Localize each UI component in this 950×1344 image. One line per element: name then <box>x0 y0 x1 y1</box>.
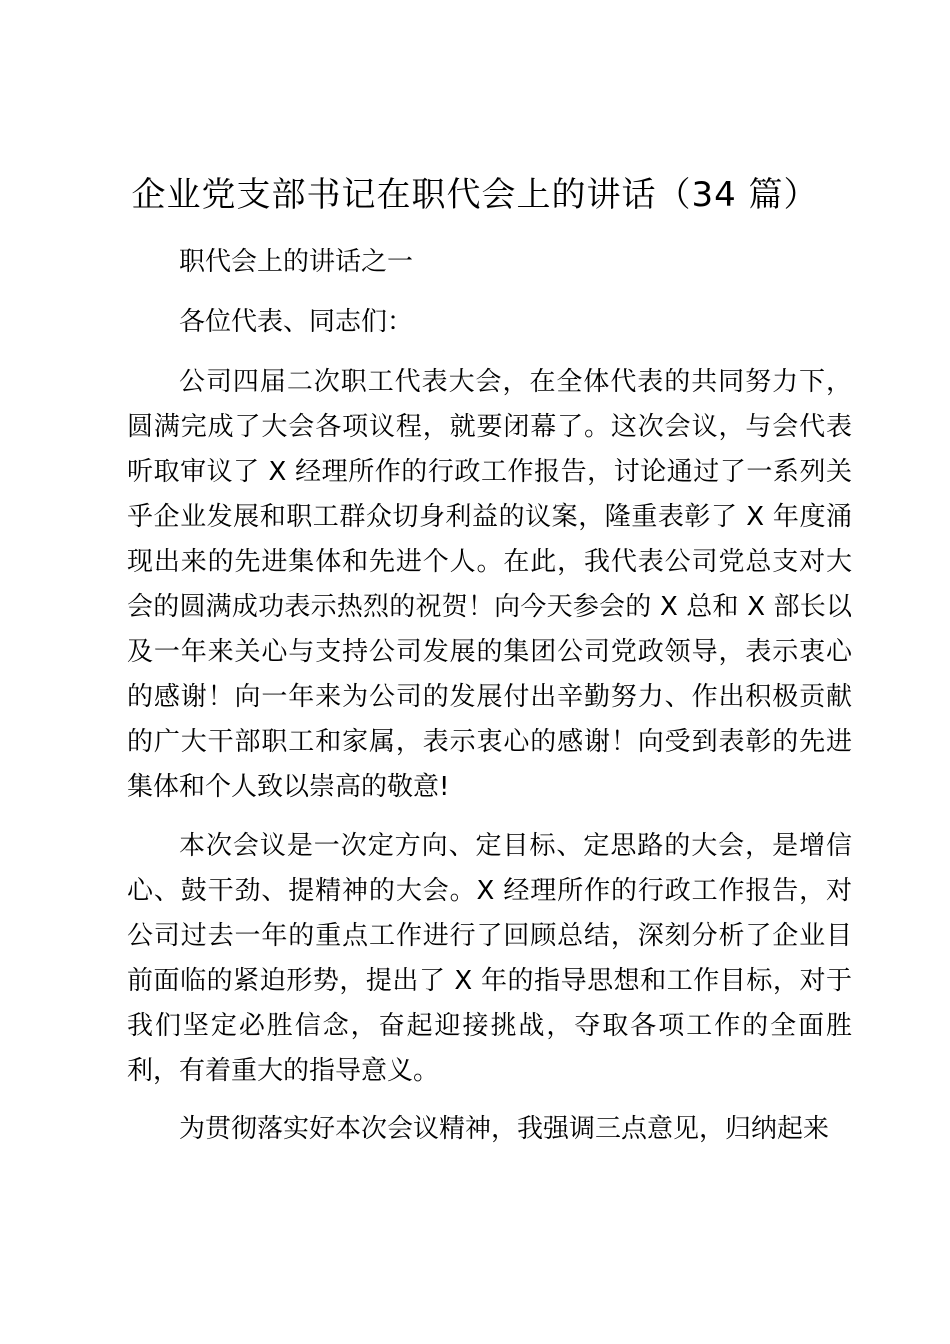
document-title: 企业党支部书记在职代会上的讲话（34 篇） <box>131 175 819 215</box>
greeting: 各位代表、同志们： <box>179 307 414 337</box>
body-paragraph: 为贯彻落实好本次会议精神，我强调三点意见，归纳起来 <box>179 1114 830 1144</box>
document-subtitle: 职代会上的讲话之一 <box>179 247 414 277</box>
body-paragraph: 本次会议是一次定方向、定目标、定思路的大会，是增信心、鼓干劲、提精神的大会。X 经理所作的行政工作报告，对公司过去一年的重点工作进行了回顾总结，深刻分析了企业目前面临的紧迫形势，提出了 X 年的指导思想和工作目标，对于我们坚定必胜信念，奋起迎接挑战，夺取各项工作的全面胜利，有着重大的指导意义。 <box>127 831 852 1086</box>
body-paragraph: 公司四届二次职工代表大会，在全体代表的共同努力下，圆满完成了大会各项议程，就要闭幕了。这次会议，与会代表听取审议了 X 经理所作的行政工作报告，讨论通过了一系列关乎企业发展和职工群众切身利益的议案，隆重表彰了 X 年度涌现出来的先进集体和先进个人。在此，我代表公司党总支对大会的圆满成功表示热烈的祝贺！向今天参会的 X 总和 X 部长以及一年来关心与支持公司发展的集团公司党政领导，表示衷心的感谢！向一年来为公司的发展付出辛勤努力、作出积极贡献的广大干部职工和家属，表示衷心的感谢！向受到表彰的先进集体和个人致以崇高的敬意! <box>127 367 852 802</box>
